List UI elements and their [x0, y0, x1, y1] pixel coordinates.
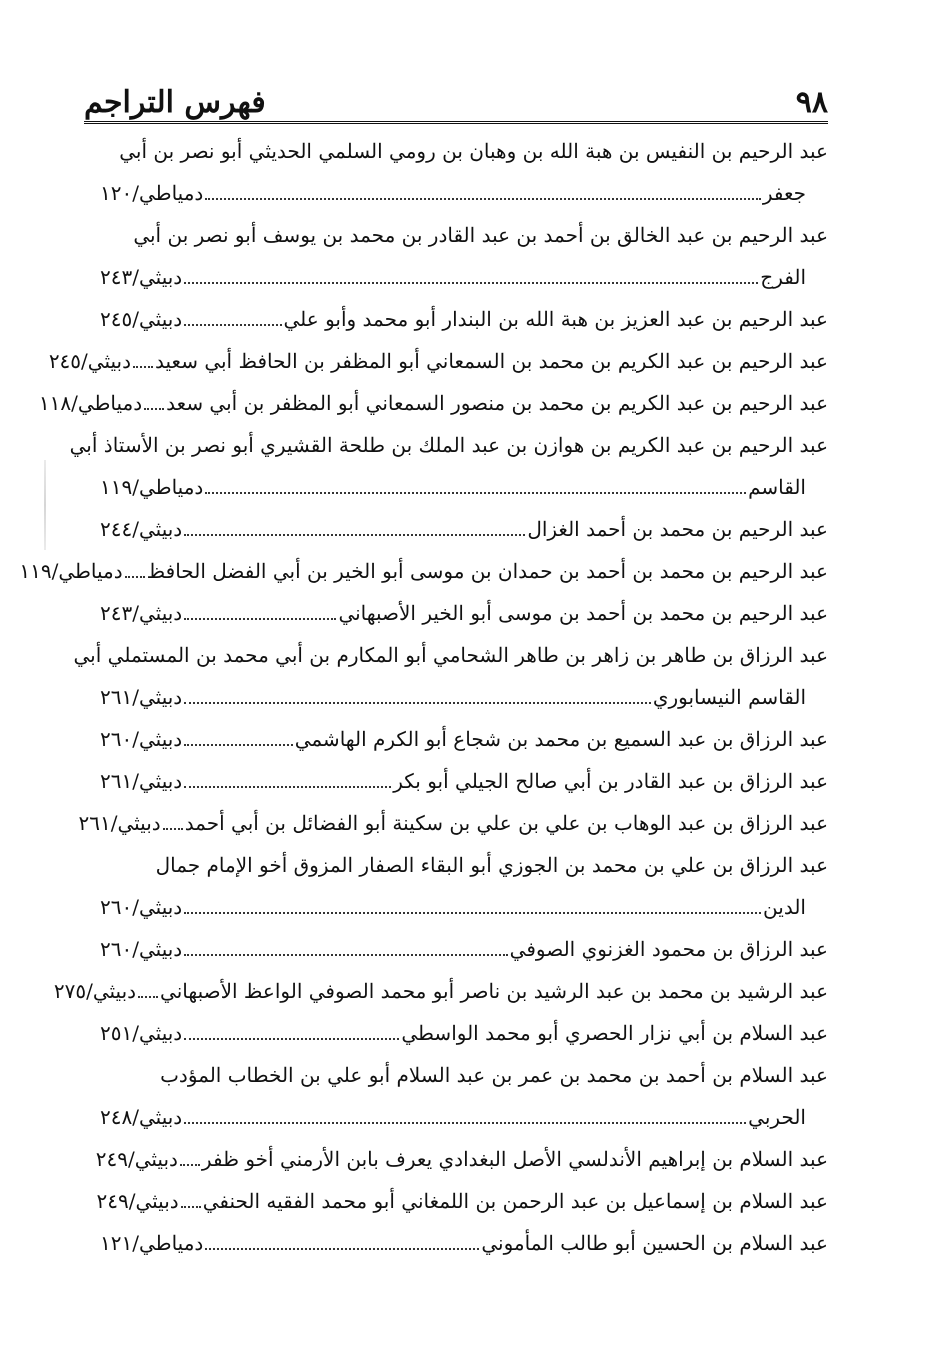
- entry-name: عبد الرحيم بن عبد الكريم بن محمد بن السمعاني أبو المظفر بن الحافظ أبي سعيد: [155, 349, 828, 373]
- entry-page-number: ١١٩: [100, 475, 133, 499]
- entry-name-continuation: القاسم النيسابوري: [652, 685, 806, 709]
- entry-reference: [100, 886, 182, 928]
- entry-line: [95, 1138, 828, 1180]
- entry-reference: [100, 1222, 203, 1264]
- entry-page-number: ٢٤٨: [100, 1105, 133, 1129]
- entry-separator: /: [132, 307, 139, 331]
- index-entry: [100, 760, 828, 802]
- entry-line: [38, 382, 828, 424]
- entry-separator: /: [132, 265, 139, 289]
- entry-separator: /: [132, 601, 139, 625]
- header-rule: [84, 121, 828, 124]
- entry-source: دبيثي: [134, 1147, 178, 1171]
- entry-line: [100, 1054, 828, 1096]
- entry-page-number: ٢٤٥: [100, 307, 133, 331]
- entry-line: [100, 298, 828, 340]
- entry-name: عبد الرحيم بن عبد الخالق بن أحمد بن عبد القادر بن محمد بن يوسف أبو نصر بن أبي: [133, 223, 828, 247]
- entry-source: دبيثي: [135, 1189, 179, 1213]
- entry-page-number: ٢٦٠: [100, 937, 133, 961]
- entry-continuation-line: [100, 1096, 828, 1138]
- leader-dots: [184, 618, 336, 620]
- leader-dots: [184, 912, 761, 914]
- entry-line: [100, 1012, 828, 1054]
- entry-name-continuation: الدين: [763, 895, 806, 919]
- leader-dots: [184, 534, 525, 536]
- entry-reference: [100, 172, 203, 214]
- entry-page-number: ٢٤٣: [100, 265, 133, 289]
- entry-source: دبيثي: [92, 979, 137, 1003]
- index-entry: [100, 1222, 828, 1264]
- entry-source: دمياطي: [138, 475, 204, 499]
- index-entry: [96, 1180, 828, 1222]
- entry-source: دبيثي: [117, 811, 161, 835]
- entry-page-number: ١١٨: [38, 391, 72, 415]
- entry-separator: /: [51, 559, 59, 583]
- index-entry: [100, 298, 828, 340]
- index-entry: [95, 1138, 828, 1180]
- entry-reference: [100, 256, 182, 298]
- entry-source: دمياطي: [58, 559, 123, 583]
- leader-dots: [205, 1248, 479, 1250]
- entry-separator: /: [132, 1021, 139, 1045]
- entry-page-number: ٢٦٠: [100, 895, 133, 919]
- index-entry: [69, 424, 828, 508]
- entry-name: عبد الرزاق بن عبد القادر بن أبي صالح الجيلي أبو بكر: [393, 769, 828, 793]
- entry-line: [73, 634, 828, 676]
- leader-dots: [184, 1122, 746, 1124]
- entry-line: [69, 424, 828, 466]
- leader-dots: [163, 828, 183, 830]
- entry-separator: /: [132, 685, 139, 709]
- entry-line: [100, 508, 828, 550]
- index-entry: [100, 508, 828, 550]
- entry-separator: /: [71, 391, 78, 415]
- entry-page-number: ١٢١: [100, 1231, 133, 1255]
- entry-continuation-line: [100, 466, 828, 508]
- entry-name: عبد الرزاق بن عبد الوهاب بن علي بن علي بن سكينة أبو الفضائل بن أبي أحمد: [184, 811, 828, 835]
- leader-dots: [144, 408, 164, 410]
- entry-name: عبد الرحيم بن النفيس بن هبة الله بن وهبان بن رومي السلمي الحديثي أبو نصر بن أبي: [119, 139, 828, 163]
- entry-page-number: ٢٦١: [100, 769, 133, 793]
- leader-dots: [184, 954, 507, 956]
- index-entry: [100, 718, 828, 760]
- running-title: فهرس التراجم: [84, 85, 266, 120]
- entry-reference: [100, 1012, 182, 1054]
- index-entry: [100, 844, 828, 928]
- entry-source: دمياطي: [77, 391, 143, 415]
- entry-reference: [96, 1180, 178, 1222]
- entry-page-number: ٢٤٩: [95, 1147, 128, 1171]
- entry-source: دبيثي: [138, 937, 183, 961]
- entry-source: دبيثي: [138, 1105, 183, 1129]
- entry-separator: /: [86, 979, 93, 1003]
- entry-separator: /: [132, 727, 139, 751]
- entry-line: [100, 844, 828, 886]
- index-entry: [100, 928, 828, 970]
- leader-dots: [205, 492, 746, 494]
- entry-continuation-line: [100, 256, 828, 298]
- page-header: [84, 60, 828, 120]
- leader-dots: [180, 1164, 200, 1166]
- entry-reference: [100, 676, 182, 718]
- index-entry: [73, 634, 828, 718]
- index-entry: [100, 130, 828, 214]
- leader-dots: [184, 324, 281, 326]
- entry-page-number: ٢٤٩: [96, 1189, 129, 1213]
- index-entry: [100, 214, 828, 298]
- entry-source: دبيثي: [138, 727, 183, 751]
- entry-name: عبد السلام بن إبراهيم الأندلسي الأصل البغدادي يعرف بابن الأرمني أخو ظفر: [201, 1147, 828, 1171]
- index-entry: [100, 592, 828, 634]
- entry-reference: [96, 1138, 178, 1180]
- entry-line: [53, 970, 828, 1012]
- entry-page-number: ٢٤٣: [100, 601, 133, 625]
- entry-page-number: ٢٦١: [78, 811, 111, 835]
- entry-line: [96, 1180, 828, 1222]
- entry-source: دبيثي: [138, 895, 183, 919]
- entry-page-number: ٢٦١: [100, 685, 133, 709]
- entry-reference: [49, 340, 131, 382]
- entry-reference: [78, 802, 160, 844]
- entry-source: دبيثي: [87, 349, 132, 373]
- entry-reference: [100, 1096, 182, 1138]
- entry-reference: [19, 550, 122, 592]
- leader-dots: [205, 198, 761, 200]
- page-number: ٩٨: [795, 85, 828, 120]
- entry-name: عبد الرحيم بن عبد العزيز بن هبة الله بن البندار أبو محمد وأبو علي: [283, 307, 828, 331]
- entry-page-number: ٢٥١: [100, 1021, 133, 1045]
- entry-line: [48, 340, 828, 382]
- entry-separator: /: [81, 349, 88, 373]
- entry-line: [100, 1222, 828, 1264]
- entry-name: عبد السلام بن الحسين أبو طالب المأموني: [481, 1231, 828, 1255]
- index-entry: [48, 340, 828, 382]
- entry-separator: /: [132, 769, 139, 793]
- entry-name: عبد الرحيم بن عبد الكريم بن هوازن بن عبد الملك بن طلحة القشيري أبو نصر بن الأستاذ أبي: [69, 433, 828, 457]
- entry-source: دبيثي: [138, 517, 183, 541]
- entry-name: عبد السلام بن أحمد بن محمد بن عمر بن عبد السلام أبو علي بن الخطاب المؤدب: [160, 1063, 828, 1087]
- entry-reference: [100, 592, 182, 634]
- entry-reference: [100, 718, 182, 760]
- entry-source: دبيثي: [138, 769, 183, 793]
- entry-separator: /: [132, 1231, 139, 1255]
- entry-separator: /: [132, 1105, 139, 1129]
- entry-reference: [100, 466, 203, 508]
- entry-source: دمياطي: [138, 1231, 204, 1255]
- leader-dots: [184, 282, 758, 284]
- entry-name: عبد الرحيم بن محمد بن أحمد بن حمدان بن موسى أبو الخير بن أبي الفضل الحافظ: [146, 559, 828, 583]
- leader-dots: [184, 786, 391, 788]
- leader-dots: [133, 366, 153, 368]
- scan-mark: [44, 460, 46, 550]
- index-entry: [53, 970, 828, 1012]
- entry-name: عبد الرزاق بن محمود الغزنوي الصوفي: [509, 937, 828, 961]
- entry-separator: /: [127, 1147, 135, 1171]
- entry-name-continuation: جعفر: [762, 181, 806, 205]
- entry-name-continuation: الحربي: [748, 1105, 806, 1129]
- entry-name: عبد الرشيد بن محمد بن عبد الرشيد بن ناصر أبو محمد الصوفي الواعظ الأصبهاني: [160, 979, 828, 1003]
- entry-source: دمياطي: [138, 181, 204, 205]
- leader-dots: [125, 576, 145, 578]
- entry-continuation-line: [100, 676, 828, 718]
- entry-name: عبد السلام بن أبي نزار الحصري أبو محمد الواسطي: [401, 1021, 828, 1045]
- entry-name: عبد السلام بن إسماعيل بن عبد الرحمن بن اللمغاني أبو محمد الفقيه الحنفي: [202, 1189, 828, 1213]
- entry-separator: /: [132, 517, 139, 541]
- entry-line: [100, 592, 828, 634]
- entry-source: دبيثي: [138, 685, 183, 709]
- leader-dots: [184, 702, 651, 704]
- leader-dots: [181, 1206, 201, 1208]
- entry-line: [100, 214, 828, 256]
- entry-name: عبد الرحيم بن عبد الكريم بن محمد بن منصور السمعاني أبو المظفر بن أبي سعد: [166, 391, 828, 415]
- entry-name-continuation: الفرج: [760, 265, 806, 289]
- entry-separator: /: [132, 937, 139, 961]
- entry-name: عبد الرزاق بن طاهر بن زاهر بن طاهر الشحامي أبو المكارم بن أبي محمد بن المستملي أبي: [73, 643, 828, 667]
- entry-source: دبيثي: [138, 307, 183, 331]
- entry-line: [78, 802, 828, 844]
- entry-name: عبد الرزاق بن علي بن محمد بن الجوزي أبو البقاء الصفار المزوق أخو الإمام جمال: [155, 853, 828, 877]
- entry-continuation-line: [100, 886, 828, 928]
- entry-line: [100, 928, 828, 970]
- entry-line: [100, 760, 828, 802]
- entry-page-number: ٢٦٠: [100, 727, 133, 751]
- entry-continuation-line: [100, 172, 828, 214]
- entry-line: [100, 130, 828, 172]
- index-entry: [100, 1054, 828, 1138]
- entry-source: دبيثي: [138, 1021, 183, 1045]
- entry-separator: /: [132, 181, 139, 205]
- index-entry: [78, 802, 828, 844]
- leader-dots: [184, 1038, 399, 1040]
- leader-dots: [138, 996, 158, 998]
- entry-reference: [54, 970, 136, 1012]
- entry-source: دبيثي: [138, 601, 183, 625]
- entry-page-number: ٢٤٥: [48, 349, 82, 373]
- entry-separator: /: [132, 895, 139, 919]
- entry-page-number: ١٢٠: [100, 181, 133, 205]
- entry-reference: [100, 760, 182, 802]
- entry-page-number: ١١٩: [19, 559, 52, 583]
- entry-page-number: ٢٧٥: [53, 979, 87, 1003]
- leader-dots: [184, 744, 293, 746]
- entry-reference: [39, 382, 142, 424]
- entry-name: عبد الرزاق بن عبد السميع بن محمد بن شجاع أبو الكرم الهاشمي: [294, 727, 828, 751]
- entry-separator: /: [110, 811, 118, 835]
- entry-name: عبد الرحيم بن محمد بن أحمد بن موسى أبو الخير الأصبهاني: [338, 601, 828, 625]
- entry-source: دبيثي: [138, 265, 183, 289]
- entry-separator: /: [132, 475, 139, 499]
- entry-reference: [100, 508, 182, 550]
- index-entries: [19, 130, 828, 1264]
- entry-name: عبد الرحيم بن محمد بن أحمد الغزال: [527, 517, 828, 541]
- index-entry: [38, 382, 828, 424]
- entry-reference: [100, 298, 182, 340]
- entry-reference: [100, 928, 182, 970]
- entry-page-number: ٢٤٤: [100, 517, 133, 541]
- entry-separator: /: [128, 1189, 136, 1213]
- index-entry: [19, 550, 828, 592]
- entry-line: [19, 550, 828, 592]
- entry-name-continuation: القاسم: [748, 475, 806, 499]
- index-entry: [100, 1012, 828, 1054]
- entry-line: [100, 718, 828, 760]
